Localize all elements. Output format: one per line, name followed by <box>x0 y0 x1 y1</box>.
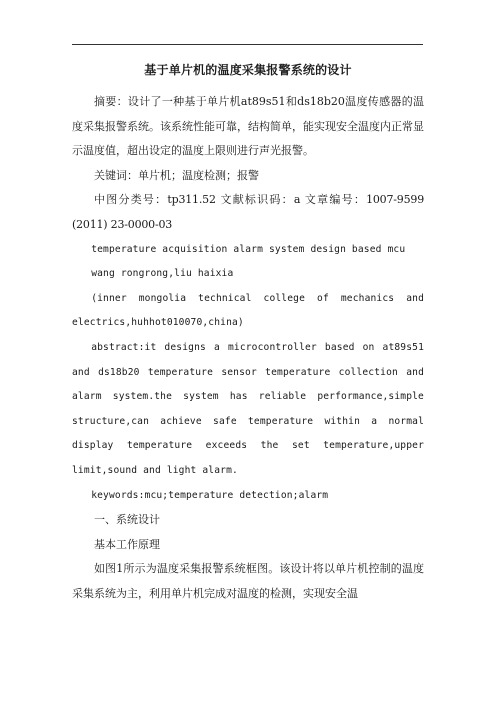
subsection-heading: 基本工作原理 <box>94 537 160 551</box>
english-keywords: keywords:mcu;temperature detection;alarm <box>91 489 329 501</box>
english-abstract: abstract:it designs a microcontroller based on at89s51 and ds18b20 temperature sensor temperature collection and alarm system.the system has reliable performance,simple structure,can achieve safe temperature within a normal display temperature exceeds the set temperature,upper limit,sound and light alarm. <box>72 341 424 476</box>
keywords-chinese: 关键词：单片机；温度检测；报警 <box>94 168 259 182</box>
english-title: temperature acquisition alarm system design based mcu <box>91 243 406 255</box>
english-affiliation: (inner mongolia technical college of mechanics and electrics,huhhot010070,china) <box>72 292 424 329</box>
abstract-chinese: 摘要：设计了一种基于单片机at89s51和ds18b20温度传感器的温度采集报警系统。该系统性能可靠，结构简单，能实现安全温度内正常显示温度值，超出设定的温度上限则进行声光报警。 <box>72 95 424 158</box>
classification-line: 中图分类号：tp311.52 文献标识码：a 文章编号：1007-9599 (2011) 23-0000-03 <box>72 193 424 231</box>
body-paragraph: 如图1所示为温度采集报警系统框图。该设计将以单片机控制的温度采集系统为主，利用单片机完成对温度的检测，实现安全温 <box>72 562 424 600</box>
document-body <box>72 62 424 606</box>
header-rule <box>72 44 423 45</box>
english-authors: wang rongrong,liu haixia <box>91 268 234 280</box>
paper-title: 基于单片机的温度采集报警系统的设计 <box>144 63 352 77</box>
section-heading: 一、系统设计 <box>94 513 160 527</box>
